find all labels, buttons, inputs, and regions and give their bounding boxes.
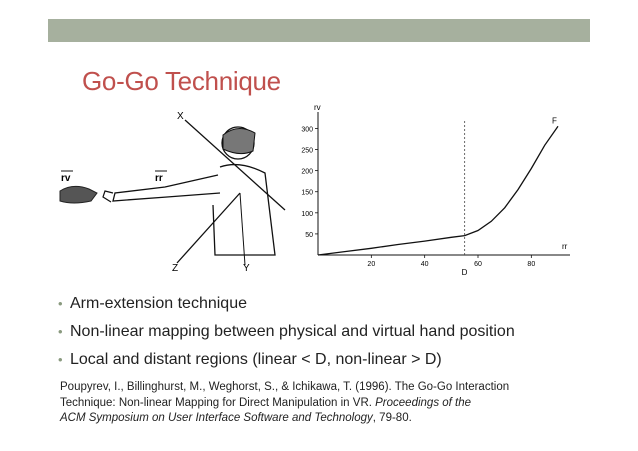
citation-line-2-plain: Technique: Non-linear Mapping for Direct Manipulation in VR. (60, 396, 376, 409)
physical-hand-shape (103, 191, 113, 202)
x-tick-label: 40 (420, 261, 429, 268)
citation-line-3-italic: ACM Symposium on User Interface Software and Technology (60, 412, 373, 424)
x-tick-label: 20 (367, 261, 376, 268)
bullet-text: Non-linear mapping between physical and virtual hand position (70, 323, 515, 340)
axis-label-y: Y (243, 263, 250, 274)
bullet-list (58, 290, 515, 374)
virtual-hand-shape (60, 186, 97, 203)
axis-label-x: X (177, 111, 184, 122)
label-rr: rr (155, 173, 163, 184)
citation-line-1: Poupyrev, I., Billinghurst, M., Weghorst, S., & Ichikawa, T. (1996). The Go-Go Interaction (60, 381, 510, 393)
physical-arm-shape (113, 175, 220, 201)
mapping-chart-svg (290, 105, 580, 280)
z-axis-line (177, 193, 240, 263)
mapping-chart (290, 105, 580, 280)
label-rv: rv (61, 173, 71, 184)
x-tick-label: 60 (474, 261, 482, 268)
y-axis-label: rv (314, 105, 321, 112)
bullet-item (58, 346, 515, 374)
arm-figure-svg (55, 105, 305, 280)
x-tick-label: 80 (527, 261, 536, 268)
x-axis-label: rr (562, 242, 568, 251)
bullet-dot: • (58, 352, 63, 367)
slide-title: Go-Go Technique (82, 66, 281, 96)
headset-shape (223, 128, 255, 153)
citation (60, 380, 580, 427)
y-tick-label: 150 (301, 189, 313, 197)
bullet-item (58, 290, 515, 318)
y-axis-line (240, 193, 245, 265)
bullet-item (58, 318, 515, 346)
curve-f-label: F (552, 116, 557, 126)
bullet-dot: • (58, 324, 63, 339)
y-tick-label: 250 (301, 147, 313, 155)
mapping-curve (318, 126, 558, 255)
y-tick-label: 300 (301, 126, 313, 134)
citation-line-2-italic: Proceedings of the (375, 396, 472, 409)
bullet-text: Arm-extension technique (70, 295, 247, 312)
torso-shape (213, 165, 275, 255)
axis-label-z: Z (172, 263, 179, 274)
y-tick-label: 200 (301, 168, 313, 176)
citation-line-3-plain: , 79-80. (372, 412, 412, 424)
bullet-dot: • (58, 296, 63, 311)
threshold-d-label: D (461, 268, 468, 277)
bullet-text: Local and distant regions (linear < D, non-linear > D) (70, 351, 442, 368)
citation-line-2 (60, 396, 580, 412)
arm-extension-illustration (55, 105, 305, 280)
citation-line-3 (60, 411, 580, 427)
y-tick-label: 50 (305, 231, 313, 239)
title-bar-decoration (48, 19, 590, 42)
y-tick-label: 100 (301, 210, 313, 218)
